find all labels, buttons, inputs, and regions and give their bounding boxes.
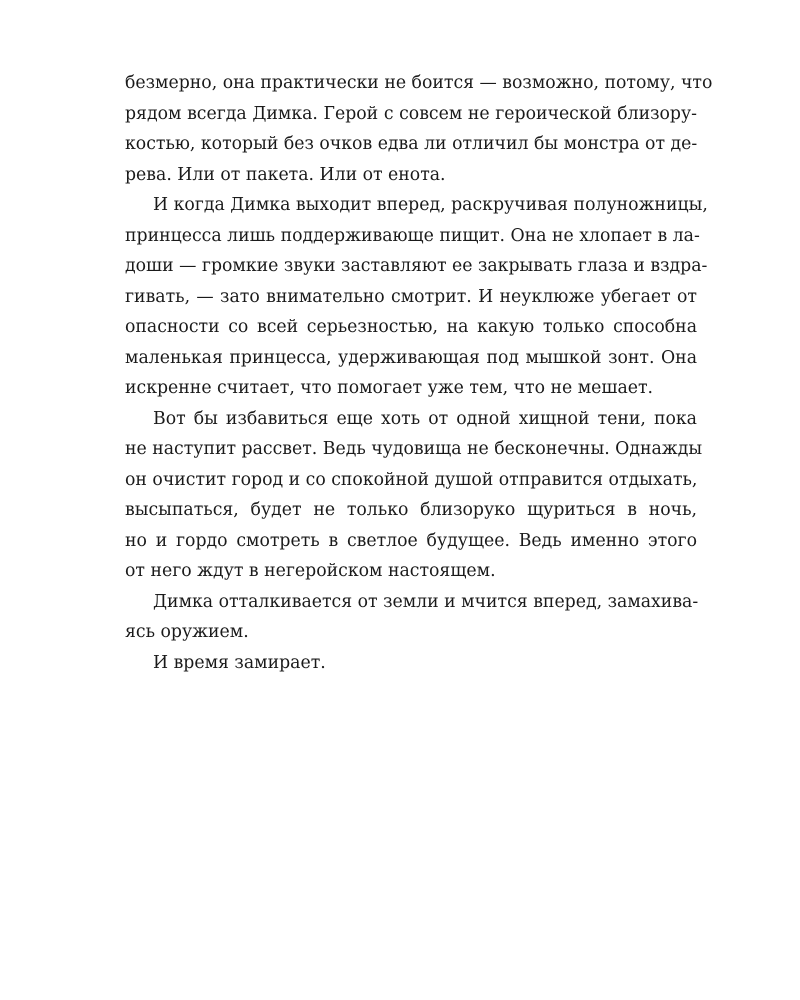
- text-line: искренне считает, что помогает уже тем, что не мешает.: [125, 378, 654, 398]
- text-line: гивать, — зато внимательно смотрит. И неуклюже убегает от: [125, 286, 697, 307]
- text-line: И когда Димка выходит вперед, раскручивая полуножницы,: [153, 195, 708, 215]
- text-line: высыпаться, будет не только близоруко щуриться в ночь,: [125, 500, 697, 520]
- text-line: принцесса лишь поддерживающе пищит. Она не хлопает в ла-: [125, 225, 700, 246]
- text-line: доши — громкие звуки заставляют ее закрывать глаза и вздра-: [125, 256, 708, 276]
- text-line: от него ждут в негеройском настоящем.: [125, 561, 496, 581]
- text-line: ясь оружием.: [125, 622, 249, 642]
- text-line: рядом всегда Димка. Герой с совсем не героической близору-: [125, 103, 697, 124]
- text-line: Вот бы избавиться еще хоть от одной хищной тени, пока: [153, 408, 697, 429]
- text-line: он очистит город и со спокойной душой отправится отдыхать,: [125, 469, 698, 490]
- text-line: но и гордо смотреть в светлое будущее. Ведь именно этого: [125, 530, 697, 551]
- text-line: маленькая принцесса, удерживающая под мышкой зонт. Она: [125, 347, 697, 368]
- text-line: опасности со всей серьезностью, на какую только способна: [125, 317, 697, 337]
- text-line: рева. Или от пакета. Или от енота.: [125, 164, 446, 185]
- text-line: костью, который без очков едва ли отличил бы монстра от де-: [125, 134, 698, 154]
- text-line: безмерно, она практически не боится — возможно, потому, что: [125, 73, 713, 93]
- text-line: Димка отталкивается от земли и мчится вперед, замахива-: [153, 591, 699, 612]
- text-line: не наступит рассвет. Ведь чудовища не бесконечны. Однажды: [125, 439, 703, 459]
- body-text: [125, 68, 713, 678]
- text-line: И время замирает.: [153, 652, 326, 673]
